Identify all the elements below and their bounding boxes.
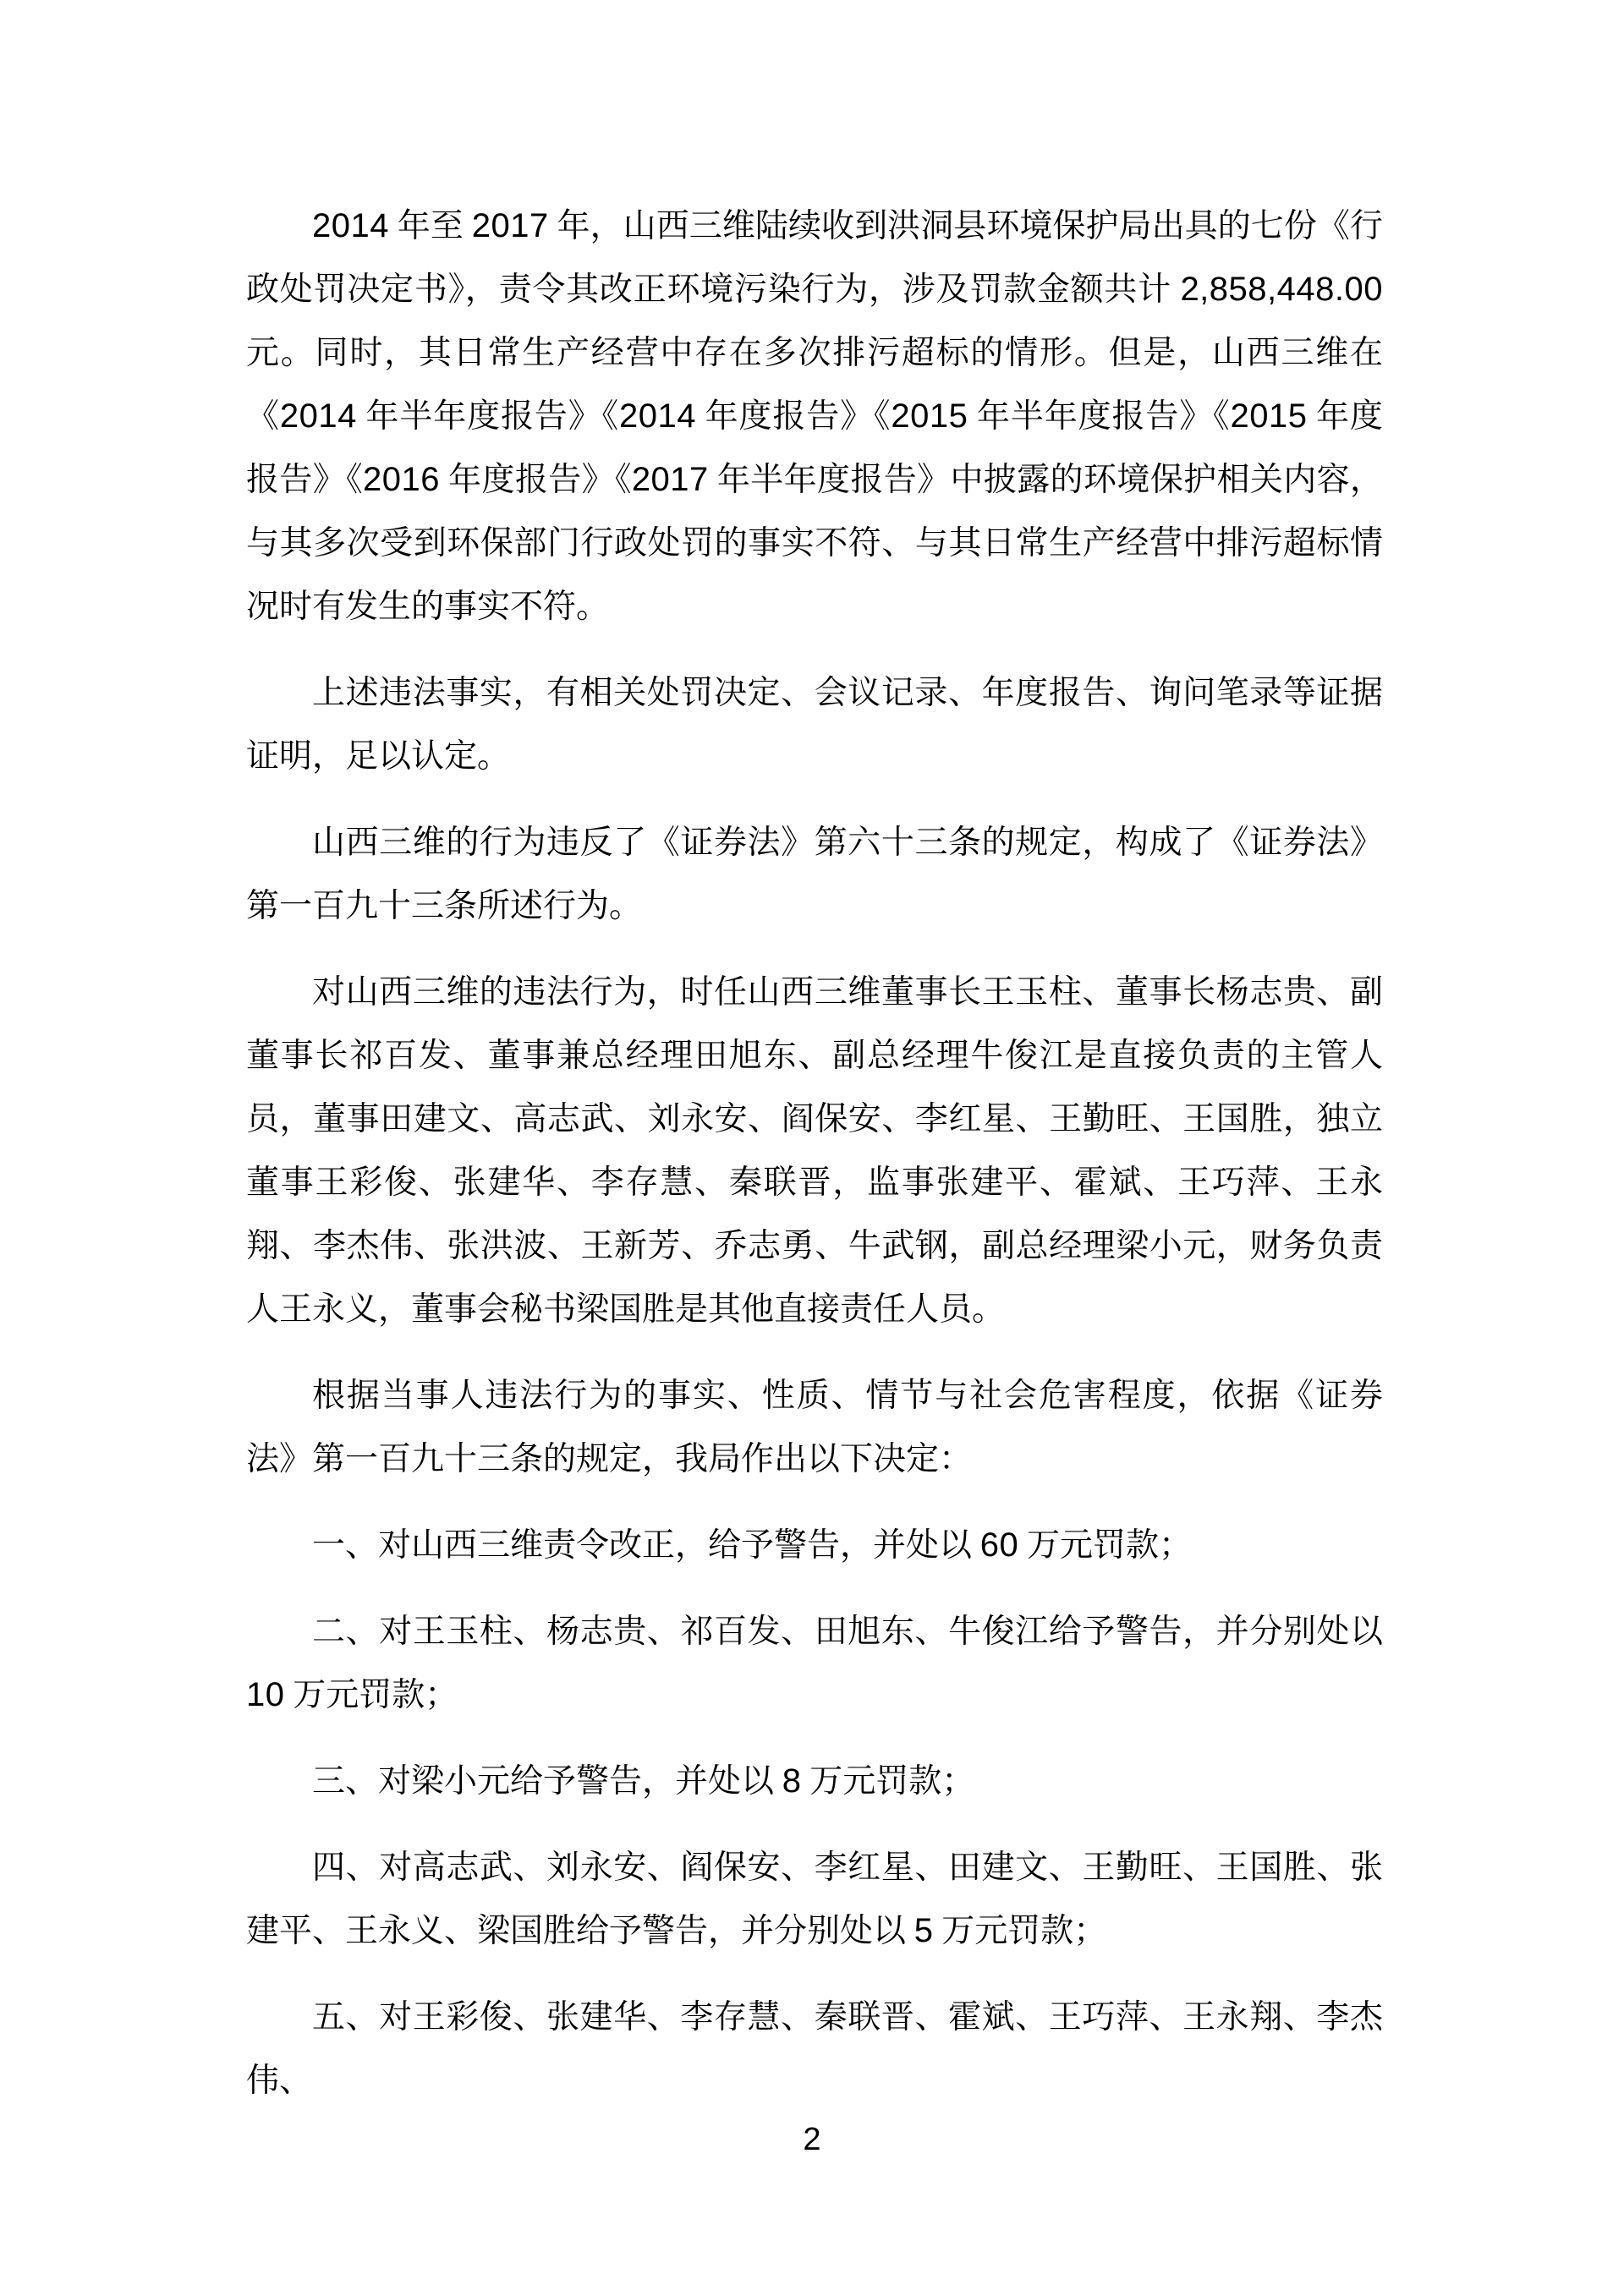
paragraph: 2014 年至 2017 年，山西三维陆续收到洪洞县环境保护局出具的七份《行政处罚决定书》，责令其改正环境污染行为，涉及罚款金额共计 2,858,448.00 元。同时，其日常生产经营中存在多次排污超标的情形。但是，山西三维在《2014 年半年度报告》《2014 年度报告》《2015 年半年度报告》《2015 年度报告》《2016 年度报告》《2017 年半年度报告》中披露的环境保护相关内容，与其多次受到环保部门行政处罚的事实不符、与其日常生产经营中排污超标情况时有发生的事实不符。 [246, 207, 1383, 625]
paragraph: 四、对高志武、刘永安、阎保安、李红星、田建文、王勤旺、王国胜、张建平、王永义、梁国胜给予警告，并分别处以 5 万元罚款； [246, 1849, 1383, 1949]
numeric-text: 2014 [279, 397, 357, 435]
numeric-text: 5 [914, 1912, 934, 1949]
paragraph: 一、对山西三维责令改正，给予警告，并处以 60 万元罚款； [312, 1526, 1193, 1564]
numeric-text: 2014 [618, 397, 696, 435]
numeric-text: 2016 [362, 461, 440, 498]
paragraph: 对山西三维的违法行为，时任山西三维董事长王玉柱、董事长杨志贵、副董事长祁百发、董事兼总经理田旭东、副总经理牛俊江是直接负责的主管人员，董事田建文、高志武、刘永安、阎保安、李红星、王勤旺、王国胜，独立董事王彩俊、张建华、李存慧、秦联晋，监事张建平、霍斌、王巧萍、王永翔、李杰伟、张洪波、王新芳、乔志勇、牛武钢，副总经理梁小元，财务负责人王永义，董事会秘书梁国胜是其他直接责任人员。 [246, 974, 1383, 1328]
numeric-text: 2014 [312, 207, 389, 244]
numeric-text: 2015 [1230, 397, 1308, 435]
paragraph: 上述违法事实，有相关处罚决定、会议记录、年度报告、询问笔录等证据证明，足以认定。 [246, 675, 1383, 775]
numeric-text: 2017 [631, 461, 709, 498]
document-body [246, 195, 1383, 2135]
paragraph: 山西三维的行为违反了《证券法》第六十三条的规定，构成了《证券法》第一百九十三条所述行为。 [246, 825, 1383, 924]
numeric-text: 60 [979, 1526, 1019, 1564]
paragraph: 五、对王彩俊、张建华、李存慧、秦联晋、霍斌、王巧萍、王永翔、李杰伟、 [246, 1999, 1383, 2099]
numeric-text: 10 [246, 1676, 285, 1713]
numeric-text: 2015 [891, 397, 968, 435]
numeric-text: 2,858,448.00 [1180, 271, 1383, 308]
page-number: 2 [803, 2122, 821, 2157]
paragraph: 根据当事人违法行为的事实、性质、情节与社会危害程度，依据《证券法》第一百九十三条的规定，我局作出以下决定： [246, 1378, 1383, 1477]
numeric-text: 8 [782, 1762, 802, 1800]
paragraph: 二、对王玉柱、杨志贵、祁百发、田旭东、牛俊江给予警告，并分别处以 10 万元罚款； [246, 1614, 1383, 1713]
numeric-text: 2017 [471, 207, 549, 244]
paragraph: 三、对梁小元给予警告，并处以 8 万元罚款； [312, 1762, 975, 1800]
